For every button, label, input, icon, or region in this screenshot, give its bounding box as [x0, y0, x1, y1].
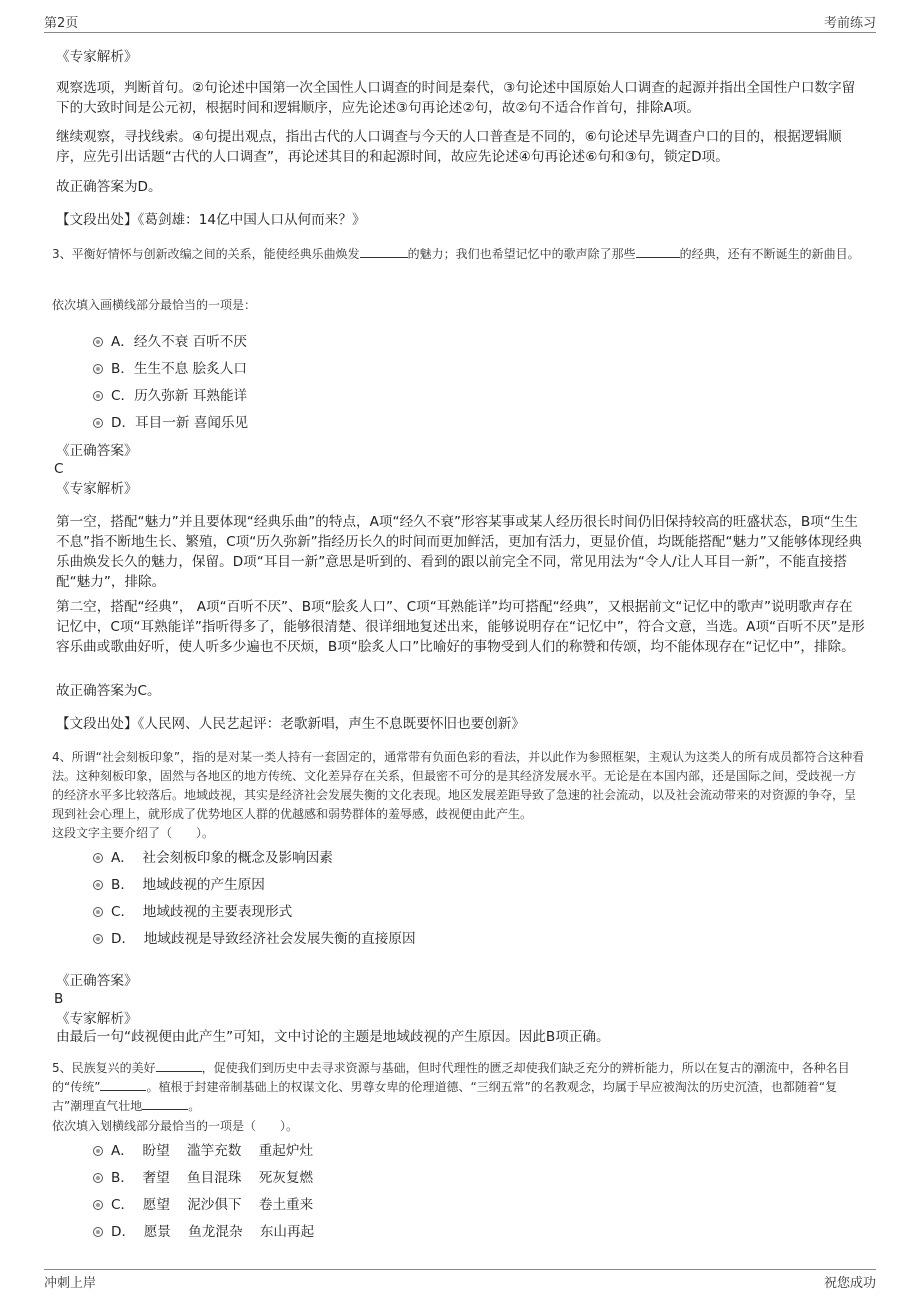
q3-blank-1: [360, 257, 408, 258]
q4-option-c[interactable]: C． 地域歧视的主要表现形式: [93, 902, 292, 922]
header-title: 考前练习: [823, 16, 876, 31]
q4-option-d[interactable]: D． 地域歧视是导致经济社会发展失衡的直接原因: [93, 929, 416, 949]
q5-option-c[interactable]: C． 愿望 泥沙俱下 卷土重来: [93, 1195, 313, 1215]
q2-source: 【文段出处】《葛剑雄：14亿中国人口从何而来？》: [56, 212, 366, 228]
radio-icon[interactable]: [93, 337, 103, 347]
q2-conclusion: 故正确答案为D。: [56, 179, 162, 195]
q3-option-a[interactable]: A．经久不衰 百听不厌: [93, 332, 247, 352]
q4-stem: 4、所谓“社会刻板印象”，指的是对某一类人持有一套固定的，通常带有负面色彩的看法，并以此作为参照框架，主观认为这类人的所有成员都符合这种看法。这种刻板印象，固然与各地区的地方传统、文化差异存在关系，但最密不可分的是其经济发展水平。无论是在本国内部，还是国际之间，受歧视一方的经济水平多比较落后。地域歧视，其实是经济社会发展失衡的文化表现。地区发展差距导致了急速的社会流动，以及社会流动带来的对资源的争夺，呈现到社会心理上，就形成了优势地区人群的优越感和弱势群体的羞辱感，歧视便由此产生。: [52, 750, 865, 821]
q5-option-d[interactable]: D． 愿景 鱼龙混杂 东山再起: [93, 1222, 314, 1242]
radio-icon[interactable]: [93, 364, 103, 374]
q2-analysis-label: 《专家解析》: [56, 49, 138, 65]
q5-option-a[interactable]: A． 盼望 滥竽充数 重起炉灶: [93, 1141, 313, 1161]
footer-right: 祝您成功: [823, 1276, 876, 1291]
q4-option-a[interactable]: A． 社会刻板印象的概念及影响因素: [93, 848, 333, 868]
radio-icon[interactable]: [93, 1173, 103, 1183]
q3-conclusion: 故正确答案为C。: [56, 683, 161, 699]
q4-answer-label: 《正确答案》: [56, 973, 138, 989]
q3-analysis-p2: 第二空，搭配“经典”， A项“百听不厌”、B项“脍炙人口”、C项“耳熟能详”均可搭配“经典”，又根据前文“记忆中的歌声”说明歌声存在记忆中，C项“耳熟能详”指听得多了，能够很清楚、很详细地复述出来，能够说明存在“记忆中”，符合文意，当选。A项“百听不厌”是形容乐曲或歌曲好听，使人听多少遍也不厌烦，B项“脍炙人口”比喻好的事物受到人们的称赞和传颂，均不能体现存在“记忆中”，排除。: [56, 599, 865, 655]
q5-stem: 5、民族复兴的美好 ，促使我们到历史中去寻求资源与基础，但时代理性的匮乏却使我们缺乏充分的辨析能力，所以在复古的潮流中，各种名目的“传统” 。植根于封建帝制基础上的权谋文化、男尊女卑的伦理道德、“三纲五常”的名教观念，均属于早应被淘汰的历史沉渣，也都随着“复古”潮理直气壮地 。: [52, 1061, 850, 1113]
radio-icon[interactable]: [93, 907, 103, 917]
page-header: [44, 12, 876, 33]
q5-prompt: 依次填入划横线部分最恰当的一项是（ ）。: [52, 1119, 299, 1133]
q3-blank-2: [636, 257, 680, 258]
q5-option-b[interactable]: B． 奢望 鱼目混珠 死灰复燃: [93, 1168, 313, 1188]
radio-icon[interactable]: [93, 880, 103, 890]
q5-blank-2: [100, 1090, 146, 1091]
radio-icon[interactable]: [93, 1200, 103, 1210]
radio-icon[interactable]: [93, 853, 103, 863]
q3-option-b[interactable]: B．生生不息 脍炙人口: [93, 359, 247, 379]
footer-left: 冲刺上岸: [44, 1276, 97, 1291]
q3-answer: C: [54, 461, 64, 477]
q4-prompt: 这段文字主要介绍了（ ）。: [52, 826, 215, 840]
radio-icon[interactable]: [93, 418, 103, 428]
q4-option-b[interactable]: B． 地域歧视的产生原因: [93, 875, 265, 895]
radio-icon[interactable]: [93, 1146, 103, 1156]
q2-analysis-p1: 观察选项，判断首句。②句论述中国第一次全国性人口调查的时间是秦代，③句论述中国原始人口调查的起源并指出全国性户口数字留下的大致时间是公元初，根据时间和逻辑顺序，应先论述③句再论述②句，故②句不适合作首句，排除A项。: [56, 80, 856, 116]
q3-analysis-p1: 第一空，搭配“魅力”并且要体现“经典乐曲”的特点，A项“经久不衰”形容某事或某人经历很长时间仍旧保持较高的旺盛状态，B项“生生不息”指不断地生长、繁殖，C项“历久弥新”指经历长久的时间而更加鲜活，更加有活力，更显价值，均既能搭配“魅力”又能够体现经典乐曲焕发长久的魅力，保留。D项“耳目一新”意思是听到的、看到的跟以前完全不同，常见用法为“令人/让人耳目一新”，不能直接搭配“魅力”，排除。: [56, 514, 862, 590]
radio-icon[interactable]: [93, 934, 103, 944]
q4-answer: B: [54, 991, 64, 1007]
radio-icon[interactable]: [93, 391, 103, 401]
q3-option-c[interactable]: C．历久弥新 耳熟能详: [93, 386, 247, 406]
q2-analysis-p2: 继续观察，寻找线索。④句提出观点，指出古代的人口调查与今天的人口普查是不同的，⑥句论述早先调查户口的目的，根据逻辑顺序，应先引出话题“古代的人口调查”，再论述其目的和起源时间，故应先论述④句再论述⑥句和③句，锁定D项。: [56, 129, 842, 165]
q3-option-d[interactable]: D．耳目一新 喜闻乐见: [93, 413, 248, 433]
q3-stem: 3、平衡好情怀与创新改编之间的关系，能使经典乐曲焕发 的魅力；我们也希望记忆中的歌声除了那些 的经典，还有不断诞生的新曲目。: [52, 247, 860, 261]
q4-analysis: 由最后一句“歧视便由此产生”可知，文中讨论的主题是地域歧视的产生原因。因此B项正确。: [56, 1029, 610, 1045]
q3-analysis-label: 《专家解析》: [56, 481, 138, 497]
q3-answer-label: 《正确答案》: [56, 443, 138, 459]
page-number: 第2页: [44, 16, 79, 31]
q3-source: 【文段出处】《人民网、人民艺起评：老歌新唱，声生不息既要怀旧也要创新》: [56, 716, 525, 732]
q5-blank-1: [156, 1071, 202, 1072]
q3-prompt: 依次填入画横线部分最恰当的一项是：: [52, 298, 257, 312]
q4-analysis-label: 《专家解析》: [56, 1011, 138, 1027]
radio-icon[interactable]: [93, 1227, 103, 1237]
q5-blank-3: [142, 1109, 188, 1110]
page-footer: [44, 1269, 876, 1296]
